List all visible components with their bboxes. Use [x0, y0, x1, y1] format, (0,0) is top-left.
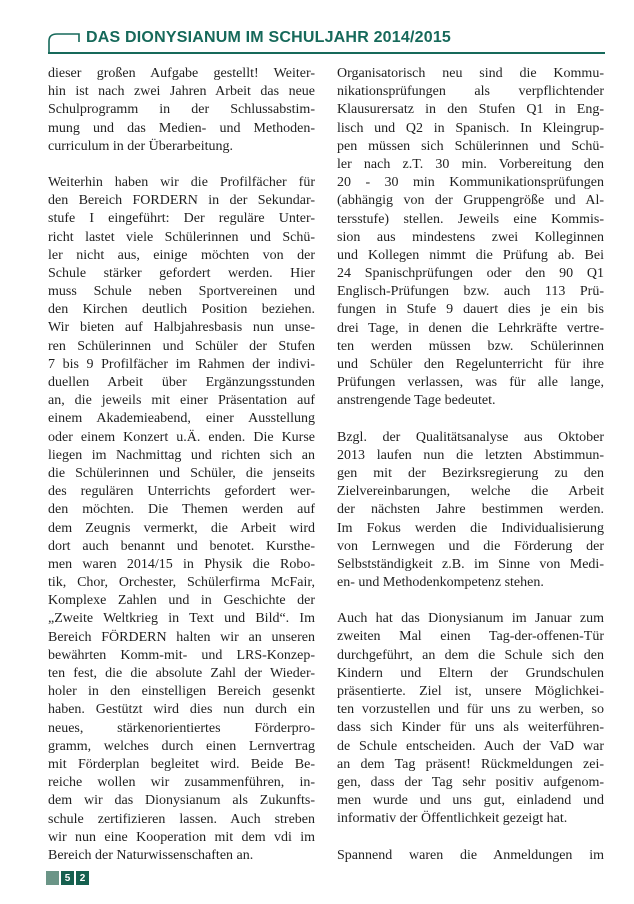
- text-line: gen mit der Bezirksregierung zu den: [337, 465, 604, 481]
- text-line: Bereich FÖRDERN halten wir an unseren: [48, 629, 315, 645]
- text-line: haben. Gestützt wird dies nun durch ein: [48, 702, 315, 718]
- text-line: 2013 laufen nun die letzten Abstimmun-: [337, 447, 604, 463]
- text-line: gen, dass der Tag sehr positiv aufgenom-: [337, 774, 604, 790]
- text-line: Schule stärker gefordert werden. Hier: [48, 265, 315, 281]
- page-number-decor-box: [46, 871, 59, 885]
- page-number-digit: 5: [61, 871, 74, 885]
- text-line: Auch hat das Dionysianum im Januar zum: [337, 611, 604, 627]
- text-line: ten vorzustellen und für uns zu werben, so: [337, 702, 604, 718]
- text-line: bewährten Komm-mit- und LRS-Konzep-: [48, 647, 315, 663]
- text-line: ler nach z.T. 30 min. Vorbereitung den: [337, 156, 604, 172]
- text-line: Selbstständigkeit z.B. im Sinne von Medi-: [337, 556, 604, 572]
- text-line: nikationsprüfungen als verpflichtender: [337, 84, 604, 100]
- text-line: men wurde und uns gut, einladend und: [337, 793, 604, 809]
- text-line: wir nun eine Kooperation mit dem vdi im: [48, 829, 315, 845]
- text-line: ler nicht aus, einige möchten von der: [48, 247, 315, 263]
- text-line: drei Tage, in denen die Lehrkräfte vertre-: [337, 320, 604, 336]
- page-number-digit: 2: [76, 871, 89, 885]
- text-line: 24 Spanischprüfungen oder den 90 Q1: [337, 266, 604, 282]
- text-line: an, die jeweils mit einer Präsentation auf: [48, 393, 315, 409]
- column-left: [48, 65, 315, 865]
- text-line: 7 bis 9 Profilfächer im Rahmen der indivi-: [48, 356, 315, 372]
- text-line: tik, Chor, Orchester, Schülerfirma McFair,: [48, 575, 315, 591]
- text-line: dass sich Kinder für uns als weiterführen-: [337, 720, 604, 736]
- paragraph: [337, 65, 604, 411]
- text-line: duellen Arbeit über Ergänzungsstunden: [48, 375, 315, 390]
- page-title: DAS DIONYSIANUM IM SCHULJAHR 2014/2015: [86, 29, 452, 46]
- text-line: dem wir das Dionysianum als Zukunfts-: [48, 793, 315, 809]
- text-line: mung und das Medien- und Methoden-: [48, 120, 315, 136]
- text-line: anstrengende Tage bedeutet.: [337, 393, 496, 409]
- text-line: der nächsten Jahre bestimmen werden.: [337, 502, 604, 518]
- text-line: ten werden müssen bzw. Schülerinnen: [337, 338, 604, 354]
- text-line: zweiten Mal einen Tag-der-offenen-Tür: [337, 629, 604, 645]
- text-line: des regulären Unterrichts gefordert wer-: [48, 484, 315, 500]
- text-line: tersstufe) stellen. Jeweils eine Kommis-: [337, 211, 604, 227]
- text-line: holer in den einstelligen Bereich gesenkt: [48, 684, 315, 700]
- decorative-bracket-icon: [48, 29, 82, 52]
- text-line: Kindern und Eltern der Grundschulen: [337, 665, 604, 681]
- text-line: Klausurersatz in den Stufen Q1 in Eng-: [337, 102, 604, 118]
- text-line: und Schüler den Regelunterricht für ihre: [337, 357, 604, 372]
- text-line: 20 - 30 min Kommunikationsprüfungen: [337, 175, 604, 191]
- text-columns: [48, 65, 605, 865]
- text-line: Organisatorisch neu sind die Kommu-: [337, 66, 604, 81]
- text-line: Zielvereinbarungen, welche die Arbeit: [337, 484, 604, 500]
- text-line: Spannend waren die Anmeldungen im: [337, 847, 604, 863]
- text-line: Schulprogramm in der Schlussabstim-: [48, 102, 315, 118]
- text-line: dem Zeugnis vermerkt, die Arbeit wird: [48, 520, 315, 536]
- text-line: oder einem Konzert u.Ä. enden. Die Kurse: [48, 429, 315, 445]
- text-line: lisch und Q2 in Spanisch. In Kleingrup-: [337, 120, 604, 136]
- text-line: informativ der Öffentlichkeit gezeigt hat.: [337, 811, 568, 827]
- text-line: stufe I eingeführt: Der reguläre Unter-: [48, 211, 315, 227]
- text-line: de Schule entscheiden. Auch der VaD war: [337, 738, 604, 754]
- paragraph: [337, 847, 604, 865]
- text-line: durchgeführt, an dem die Schule sich den: [337, 647, 604, 663]
- text-line: Komplexe Zahlen und in Geschichte der: [48, 593, 315, 609]
- text-line: ren Schülerinnen und Schüler der Stufen: [48, 338, 315, 354]
- text-line: pen müssen sich Schülerinnen und Schü-: [337, 138, 604, 154]
- text-line: dort auch benannt und benotet. Kursthe-: [48, 538, 315, 554]
- text-line: ten fest, die die absolute Zahl der Wieder-: [48, 666, 315, 681]
- text-line: muss Schule neben Sportvereinen und: [48, 284, 315, 300]
- text-line: „Zweite Weltkrieg in Text und Bild“. Im: [48, 611, 315, 627]
- text-line: men waren 2014/15 in Physik die Robo-: [48, 556, 315, 572]
- text-line: (abhängig von der Gruppengröße und Al-: [337, 193, 604, 209]
- text-line: an dem Tag präsent! Rückmeldungen zei-: [337, 756, 604, 772]
- text-line: Bzgl. der Qualitätsanalyse aus Oktober: [337, 429, 604, 445]
- paragraph: [337, 610, 604, 828]
- text-line: die Schülerinnen und Schüler, die jenseits: [48, 465, 315, 481]
- text-line: en- und Methodenkompetenz stehen.: [337, 575, 544, 591]
- text-line: von Lernwegen und die Förderung der: [337, 538, 604, 554]
- magazine-page: [48, 26, 605, 865]
- text-line: curriculum in der Überarbeitung.: [48, 138, 234, 154]
- text-line: einem Akademieabend, einer Ausstellung: [48, 411, 315, 427]
- paragraph: [337, 429, 604, 593]
- text-line: und Kollegen nimmt die Prüfung ab. Bei: [337, 247, 604, 263]
- paragraph: [48, 174, 315, 865]
- page-number: [46, 871, 89, 885]
- text-line: neues, stärkenorientiertes Förderpro-: [48, 720, 315, 736]
- column-right: [337, 65, 604, 865]
- text-line: sion aus mindestens zwei Kolleginnen: [337, 229, 604, 245]
- text-line: fungen in Stufe 9 dauert dies je ein bis: [337, 302, 604, 318]
- text-line: Englisch-Prüfungen bzw. auch 113 Prü-: [337, 284, 604, 300]
- text-line: gramm, welches durch einen Lernvertrag: [48, 738, 315, 754]
- text-line: reiche wollen wir zusammenführen, in-: [48, 775, 315, 791]
- text-line: Prüfungen verlassen, was für alle lange,: [337, 375, 604, 391]
- text-line: Bereich der Naturwissenschaften an.: [48, 847, 254, 863]
- paragraph: [48, 65, 315, 156]
- text-line: mit Förderplan begleitet wird. Beide Be-: [48, 756, 315, 772]
- text-line: Weiterhin haben wir die Profilfächer für: [48, 174, 315, 190]
- text-line: Im Fokus werden die Individualisierung: [337, 520, 604, 536]
- text-line: den Bereich FORDERN in der Sekundar-: [48, 193, 315, 209]
- text-line: Wir bieten auf Halbjahresbasis nun unse-: [48, 320, 315, 336]
- text-line: präsentierte. Ziel ist, unsere Möglichkei-: [337, 684, 604, 699]
- text-line: schule zertifizieren lassen. Auch streben: [48, 811, 315, 827]
- text-line: richt lastet viele Schülerinnen und Schü-: [48, 229, 315, 245]
- text-line: hin ist nach zwei Jahren Arbeit das neue: [48, 84, 315, 100]
- text-line: dieser großen Aufgabe gestellt! Weiter-: [48, 66, 315, 81]
- text-line: den Kirchen deutlich Position beziehen.: [48, 302, 315, 318]
- text-line: den möchten. Die Themen werden auf: [48, 502, 315, 518]
- page-header: [48, 26, 605, 54]
- text-line: liegen im Nachmittag und richten sich an: [48, 447, 315, 463]
